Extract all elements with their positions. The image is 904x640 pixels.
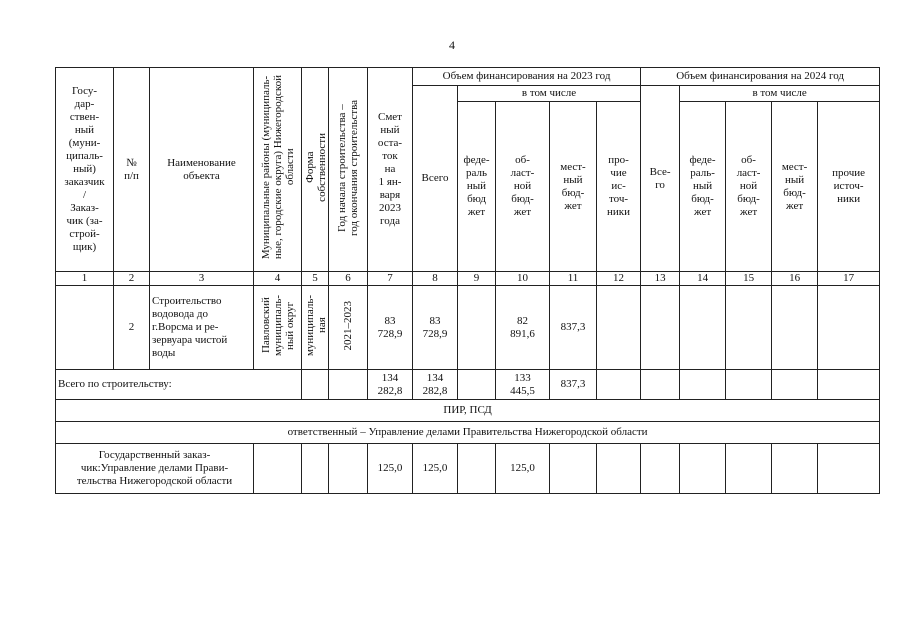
cell-total-total-2023: 134 282,8 bbox=[413, 370, 458, 400]
section-title: ПИР, ПСД bbox=[56, 400, 880, 422]
header-other-2024: прочие источ- ники bbox=[818, 102, 880, 272]
cell-ownership bbox=[302, 286, 329, 370]
column-numbers-row bbox=[56, 272, 880, 286]
cell-total-label: Всего по строительству: bbox=[56, 370, 302, 400]
header-regional-2024: об- ласт- ной бюд- жет bbox=[726, 102, 772, 272]
cell-empty bbox=[597, 444, 641, 494]
header-funding-2024: Объем финансирования на 2024 год bbox=[641, 68, 880, 86]
cell-district bbox=[254, 286, 302, 370]
cell-total-remaining: 134 282,8 bbox=[368, 370, 413, 400]
cell-customer-regional-2023: 125,0 bbox=[496, 444, 550, 494]
column-number: 9 bbox=[458, 272, 496, 286]
cell-customer-empty bbox=[56, 286, 114, 370]
cell-customer-remaining: 125,0 bbox=[368, 444, 413, 494]
header-federal-2023: феде- раль ный бюд жет bbox=[458, 102, 496, 272]
header-districts-text: Муниципальные районы (муниципаль- ные, городские округа) Нижегородской области bbox=[259, 75, 296, 260]
cell-empty bbox=[680, 444, 726, 494]
column-number: 4 bbox=[254, 272, 302, 286]
cell-federal-2023 bbox=[458, 286, 496, 370]
header-object-name: Наименование объекта bbox=[150, 68, 254, 272]
cell-empty bbox=[302, 370, 329, 400]
column-number: 2 bbox=[114, 272, 150, 286]
table-row-customer bbox=[56, 444, 880, 494]
column-number: 6 bbox=[329, 272, 368, 286]
cell-empty bbox=[726, 444, 772, 494]
cell-empty bbox=[818, 370, 880, 400]
cell-ownership-text: муниципаль- ная bbox=[304, 294, 328, 357]
cell-local-2024 bbox=[772, 286, 818, 370]
column-number: 14 bbox=[680, 272, 726, 286]
cell-other-2024 bbox=[818, 286, 880, 370]
cell-federal-2024 bbox=[680, 286, 726, 370]
column-number: 13 bbox=[641, 272, 680, 286]
cell-empty bbox=[641, 370, 680, 400]
column-number: 1 bbox=[56, 272, 114, 286]
column-number: 11 bbox=[550, 272, 597, 286]
cell-empty bbox=[680, 370, 726, 400]
table-row-total bbox=[56, 370, 880, 400]
cell-customer-total-2023: 125,0 bbox=[413, 444, 458, 494]
cell-local-2023: 837,3 bbox=[550, 286, 597, 370]
cell-empty bbox=[458, 370, 496, 400]
cell-empty bbox=[302, 444, 329, 494]
header-remaining: Смет ный оста- ток на 1 ян- варя 2023 года bbox=[368, 68, 413, 272]
page-number: 4 bbox=[449, 38, 455, 52]
cell-other-2023 bbox=[597, 286, 641, 370]
header-including-2023: в том числе bbox=[458, 86, 641, 102]
column-number: 17 bbox=[818, 272, 880, 286]
cell-object-name: Строительство водовода до г.Ворсма и ре- зервуара чистой воды bbox=[150, 286, 254, 370]
column-number: 8 bbox=[413, 272, 458, 286]
header-ownership bbox=[302, 68, 329, 272]
header-federal-2024: феде- раль- ный бюд- жет bbox=[680, 102, 726, 272]
cell-regional-2024 bbox=[726, 286, 772, 370]
cell-empty bbox=[818, 444, 880, 494]
header-customer: Госу- дар- ствен- ный (муни- ципаль- ный) заказчик / Заказ- чик (за- строй- щик) bbox=[56, 68, 114, 272]
cell-empty bbox=[597, 370, 641, 400]
header-local-2023: мест- ный бюд- жет bbox=[550, 102, 597, 272]
cell-empty bbox=[458, 444, 496, 494]
column-number: 15 bbox=[726, 272, 772, 286]
header-districts bbox=[254, 68, 302, 272]
responsible-row bbox=[56, 422, 880, 444]
cell-empty bbox=[329, 444, 368, 494]
header-ownership-text: Форма собственности bbox=[304, 133, 328, 202]
header-local-2024: мест- ный бюд- жет bbox=[772, 102, 818, 272]
header-years bbox=[329, 68, 368, 272]
header-total-2023: Всего bbox=[413, 86, 458, 272]
column-number: 10 bbox=[496, 272, 550, 286]
header-row-1 bbox=[56, 68, 880, 86]
cell-total-regional-2023: 133 445,5 bbox=[496, 370, 550, 400]
cell-remaining: 83 728,9 bbox=[368, 286, 413, 370]
cell-total-local-2023: 837,3 bbox=[550, 370, 597, 400]
cell-customer-label: Государственный заказ- чик:Управление делами Прави- тельства Нижегородской области bbox=[56, 444, 254, 494]
cell-empty bbox=[641, 444, 680, 494]
cell-empty bbox=[772, 444, 818, 494]
cell-regional-2023: 82 891,6 bbox=[496, 286, 550, 370]
section-row bbox=[56, 400, 880, 422]
cell-years-text: 2021–2023 bbox=[342, 300, 354, 351]
cell-empty bbox=[254, 444, 302, 494]
cell-empty bbox=[550, 444, 597, 494]
column-number: 7 bbox=[368, 272, 413, 286]
column-number: 3 bbox=[150, 272, 254, 286]
header-total-2024: Все- го bbox=[641, 86, 680, 272]
column-number: 5 bbox=[302, 272, 329, 286]
column-number: 12 bbox=[597, 272, 641, 286]
header-funding-2023: Объем финансирования на 2023 год bbox=[413, 68, 641, 86]
header-years-text: Год начала строительства – год окончания строительства bbox=[336, 99, 360, 236]
header-including-2024: в том числе bbox=[680, 86, 880, 102]
cell-empty bbox=[329, 370, 368, 400]
responsible-text: ответственный – Управление делами Правительства Нижегородской области bbox=[56, 422, 880, 444]
table-row-object bbox=[56, 286, 880, 370]
cell-total-2023: 83 728,9 bbox=[413, 286, 458, 370]
header-other-2023: про- чие ис- точ- ники bbox=[597, 102, 641, 272]
financing-table bbox=[55, 67, 880, 494]
cell-num: 2 bbox=[114, 286, 150, 370]
cell-total-2024 bbox=[641, 286, 680, 370]
cell-empty bbox=[726, 370, 772, 400]
column-number: 16 bbox=[772, 272, 818, 286]
cell-empty bbox=[772, 370, 818, 400]
header-num: № п/п bbox=[114, 68, 150, 272]
cell-district-text: Павловский муниципаль- ный округ bbox=[259, 294, 296, 357]
header-regional-2023: об- ласт- ной бюд- жет bbox=[496, 102, 550, 272]
cell-years bbox=[329, 286, 368, 370]
